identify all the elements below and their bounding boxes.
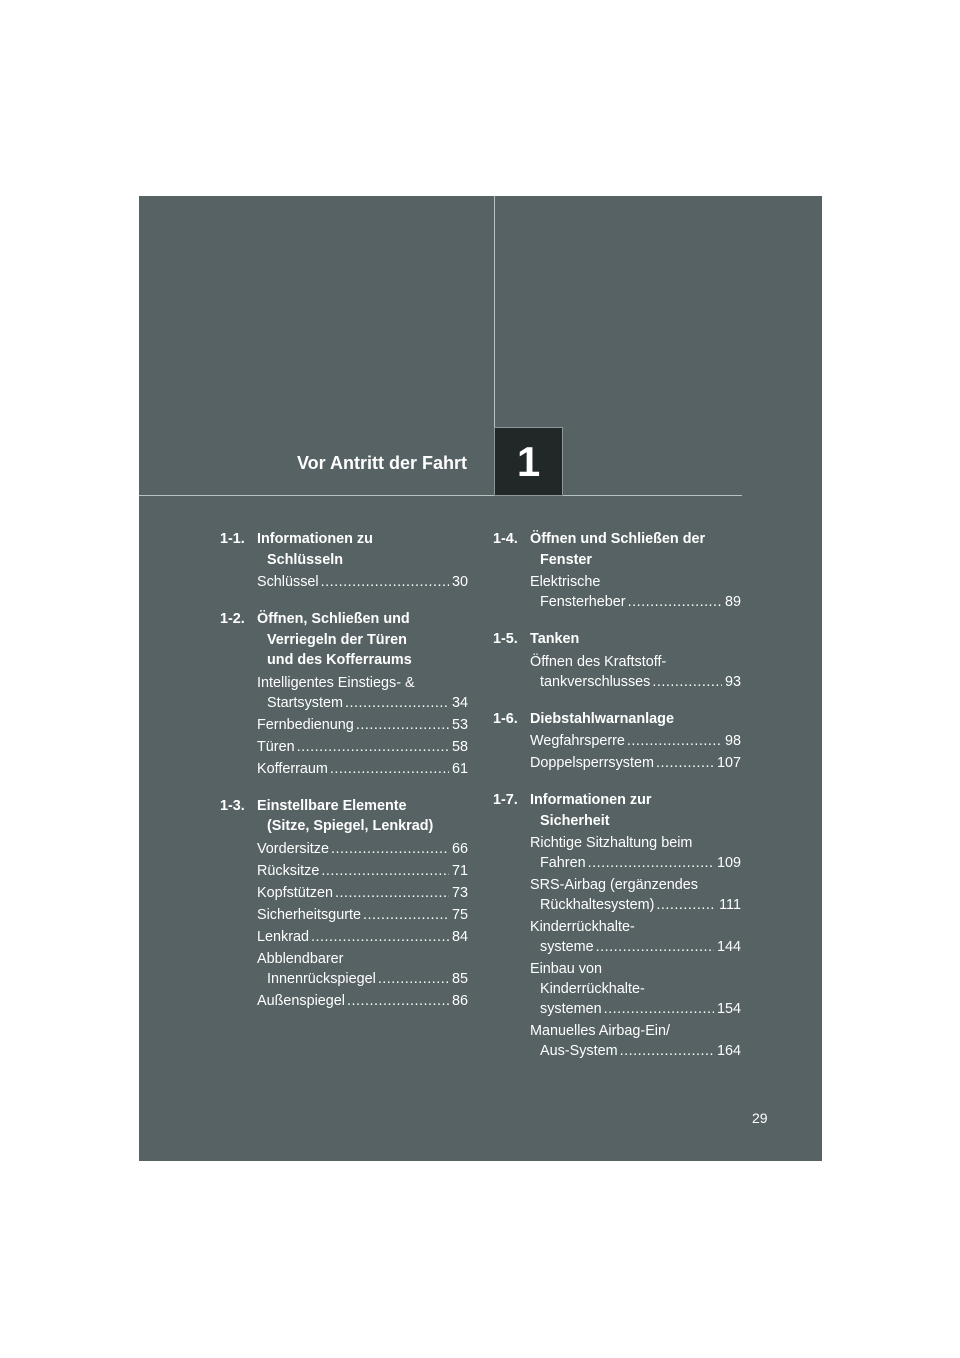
toc-entry-line bbox=[257, 969, 468, 989]
toc-entry-text: Aus-System bbox=[540, 1043, 618, 1059]
toc-entry[interactable] bbox=[530, 753, 741, 773]
toc-entry-line bbox=[530, 937, 741, 957]
toc-entry[interactable] bbox=[257, 673, 468, 713]
toc-entry-text: Kinderrückhalte- bbox=[540, 981, 645, 997]
toc-page-number: 107 bbox=[716, 755, 741, 771]
section-title-line: Einstellbare Elemente bbox=[257, 797, 407, 814]
toc-page-number: 34 bbox=[451, 694, 468, 711]
section-entries bbox=[530, 833, 741, 1061]
toc-entry-line bbox=[257, 991, 468, 1011]
toc-page-number: 164 bbox=[716, 1043, 741, 1059]
dot-leader bbox=[347, 991, 449, 1011]
toc-entry-line bbox=[257, 927, 468, 947]
section-title bbox=[530, 709, 741, 730]
section-heading bbox=[220, 796, 468, 837]
dot-leader bbox=[363, 905, 449, 925]
toc-entry-line bbox=[530, 592, 741, 612]
toc-entry-line bbox=[530, 753, 741, 773]
toc-entry-text: Abblendbarer bbox=[257, 950, 344, 967]
section-number: 1-7. bbox=[493, 792, 518, 808]
toc-entry-line bbox=[257, 861, 468, 881]
toc-entry-text: Vordersitze bbox=[257, 840, 329, 857]
toc-left-column bbox=[220, 529, 468, 1028]
toc-entry[interactable] bbox=[257, 737, 468, 757]
dot-leader bbox=[588, 853, 714, 873]
section-title-line: Informationen zur bbox=[530, 792, 652, 808]
toc-page-number: 66 bbox=[451, 840, 468, 857]
toc-page-number: 144 bbox=[716, 939, 741, 955]
section-title-line: und des Kofferraums bbox=[267, 652, 412, 668]
section-title bbox=[257, 529, 468, 570]
toc-page-number: 84 bbox=[451, 928, 468, 945]
section-entries bbox=[257, 673, 468, 779]
toc-entry-text: Fernbedienung bbox=[257, 716, 354, 733]
section-title-line: Verriegeln der Türen bbox=[267, 631, 407, 648]
section-entries bbox=[257, 572, 468, 592]
section-title-line: Sicherheit bbox=[540, 812, 610, 829]
section-heading bbox=[493, 629, 741, 650]
dot-leader bbox=[356, 715, 449, 735]
toc-page-number: 73 bbox=[451, 884, 468, 901]
toc-section bbox=[220, 529, 468, 592]
dot-leader bbox=[627, 731, 722, 751]
toc-entry-line bbox=[257, 759, 468, 779]
section-title bbox=[530, 790, 741, 831]
section-title-line: Öffnen und Schließen der bbox=[530, 531, 706, 547]
toc-page-number: 30 bbox=[451, 574, 468, 590]
toc-entry[interactable] bbox=[257, 991, 468, 1011]
dot-leader bbox=[311, 927, 449, 947]
section-entries bbox=[530, 731, 741, 773]
dot-leader bbox=[596, 937, 714, 957]
toc-entry-text: Fensterheber bbox=[540, 594, 626, 610]
chapter-title: Vor Antritt der Fahrt bbox=[297, 453, 467, 473]
toc-entry-line bbox=[257, 715, 468, 735]
dot-leader bbox=[604, 999, 714, 1019]
toc-entry-text: Schlüssel bbox=[257, 574, 319, 590]
toc-section bbox=[493, 709, 741, 774]
toc-entry[interactable] bbox=[530, 959, 741, 1019]
toc-section bbox=[493, 790, 741, 1061]
toc-entry-line bbox=[257, 572, 468, 592]
dot-leader bbox=[345, 693, 449, 713]
toc-entry-text: systeme bbox=[540, 939, 594, 955]
section-entries bbox=[257, 839, 468, 1011]
toc-entry-text: Elektrische bbox=[530, 574, 601, 590]
toc-entry[interactable] bbox=[257, 715, 468, 735]
section-title bbox=[530, 529, 741, 570]
toc-entry-text: Einbau von bbox=[530, 961, 603, 977]
chapter-number-box: 1 bbox=[494, 427, 563, 496]
section-title-line: (Sitze, Spiegel, Lenkrad) bbox=[267, 818, 434, 834]
dot-leader bbox=[297, 737, 449, 757]
toc-entry[interactable] bbox=[530, 1021, 741, 1061]
section-title-line: Tanken bbox=[530, 631, 580, 647]
toc-entry-line bbox=[257, 693, 468, 713]
toc-entry-text: SRS-Airbag (ergänzendes bbox=[530, 877, 698, 893]
toc-page-number: 75 bbox=[451, 906, 468, 923]
dot-leader bbox=[628, 592, 722, 612]
toc-right-column bbox=[493, 529, 741, 1078]
toc-entry-text: Rücksitze bbox=[257, 862, 320, 879]
section-title-line: Informationen zu bbox=[257, 531, 373, 547]
toc-entry-text: tankverschlusses bbox=[540, 673, 651, 690]
toc-page-number: 111 bbox=[719, 897, 741, 913]
dot-leader bbox=[321, 861, 449, 881]
toc-page-number: 109 bbox=[716, 855, 741, 871]
toc-page-number: 71 bbox=[451, 862, 468, 879]
toc-entry[interactable] bbox=[530, 917, 741, 957]
toc-entry-text: Fahren bbox=[540, 855, 586, 871]
section-heading bbox=[493, 709, 741, 730]
horizontal-divider bbox=[139, 495, 742, 496]
toc-page-number: 61 bbox=[451, 760, 468, 777]
toc-entry[interactable] bbox=[257, 927, 468, 947]
toc-page-number: 89 bbox=[724, 594, 741, 610]
toc-entry[interactable] bbox=[257, 759, 468, 779]
dot-leader bbox=[656, 753, 714, 773]
toc-entry-text: Intelligentes Einstiegs- & bbox=[257, 674, 415, 691]
section-number: 1-6. bbox=[493, 710, 518, 727]
section-title-line: Schlüsseln bbox=[267, 551, 343, 568]
dot-leader bbox=[331, 839, 449, 859]
toc-entry-line bbox=[530, 853, 741, 873]
toc-entry[interactable] bbox=[530, 875, 741, 915]
dot-leader bbox=[652, 672, 722, 692]
section-title-line: Diebstahlwarnanlage bbox=[530, 710, 674, 727]
section-entries bbox=[530, 652, 741, 692]
toc-entry-text: Innenrückspiegel bbox=[267, 970, 376, 987]
toc-section bbox=[493, 629, 741, 692]
toc-entry-line bbox=[530, 672, 741, 692]
toc-entry-text: Doppelsperrsystem bbox=[530, 755, 654, 771]
toc-entry-text: Kofferraum bbox=[257, 760, 328, 777]
section-heading bbox=[220, 529, 468, 570]
toc-entry[interactable] bbox=[530, 652, 741, 692]
section-title-line: Öffnen, Schließen und bbox=[257, 611, 410, 627]
toc-entry[interactable] bbox=[530, 572, 741, 612]
toc-entry-text: Rückhaltesystem) bbox=[540, 897, 655, 913]
toc-section bbox=[493, 529, 741, 612]
toc-entry-text: Manuelles Airbag-Ein/ bbox=[530, 1023, 670, 1039]
dot-leader bbox=[620, 1041, 714, 1061]
section-title bbox=[257, 609, 468, 671]
section-heading bbox=[493, 790, 741, 831]
dot-leader bbox=[330, 759, 449, 779]
section-title bbox=[530, 629, 741, 650]
section-number: 1-2. bbox=[220, 611, 245, 627]
section-number: 1-4. bbox=[493, 531, 518, 547]
toc-page-number: 86 bbox=[451, 992, 468, 1009]
section-number: 1-3. bbox=[220, 797, 245, 814]
dot-leader bbox=[335, 883, 449, 903]
toc-page-number: 53 bbox=[451, 716, 468, 733]
section-title-line: Fenster bbox=[540, 551, 592, 568]
toc-entry[interactable] bbox=[257, 883, 468, 903]
toc-entry-text: Kopfstützen bbox=[257, 884, 334, 901]
toc-entry-text: Öffnen des Kraftstoff- bbox=[530, 653, 667, 670]
dot-leader bbox=[378, 969, 449, 989]
section-number: 1-1. bbox=[220, 531, 245, 547]
toc-section bbox=[220, 796, 468, 1011]
toc-entry-text: Richtige Sitzhaltung beim bbox=[530, 835, 693, 851]
toc-entry[interactable] bbox=[257, 839, 468, 859]
section-title bbox=[257, 796, 468, 837]
section-heading bbox=[220, 609, 468, 671]
toc-entry-line bbox=[530, 731, 741, 751]
toc-entry-text: Kinderrückhalte- bbox=[530, 919, 635, 935]
toc-entry-line bbox=[530, 1041, 741, 1061]
toc-entry-line bbox=[530, 999, 741, 1019]
page-number: 29 bbox=[752, 1110, 768, 1126]
toc-entry-line bbox=[257, 905, 468, 925]
toc-entry-text: Wegfahrsperre bbox=[530, 733, 625, 749]
toc-entry[interactable] bbox=[257, 905, 468, 925]
toc-page-number: 85 bbox=[451, 970, 468, 987]
toc-page-number: 93 bbox=[724, 673, 741, 690]
toc-section bbox=[220, 609, 468, 779]
toc-page-number: 154 bbox=[716, 1001, 741, 1017]
toc-entry-text: systemen bbox=[540, 1001, 602, 1017]
toc-entry-text: Startsystem bbox=[267, 694, 343, 711]
toc-entry-line bbox=[257, 839, 468, 859]
dot-leader bbox=[321, 572, 449, 592]
toc-entry-line bbox=[257, 737, 468, 757]
toc-entry-text: Türen bbox=[257, 738, 295, 755]
section-number: 1-5. bbox=[493, 631, 518, 647]
toc-entry-line bbox=[530, 895, 741, 915]
section-heading bbox=[493, 529, 741, 570]
section-entries bbox=[530, 572, 741, 612]
toc-entry-line bbox=[257, 883, 468, 903]
toc-page-number: 58 bbox=[451, 738, 468, 755]
toc-entry-text: Sicherheitsgurte bbox=[257, 906, 361, 923]
toc-entry[interactable] bbox=[257, 572, 468, 592]
toc-entry[interactable] bbox=[257, 861, 468, 881]
dot-leader bbox=[656, 895, 716, 915]
toc-entry[interactable] bbox=[530, 833, 741, 873]
toc-entry-text: Außenspiegel bbox=[257, 992, 346, 1009]
toc-entry-text: Lenkrad bbox=[257, 928, 310, 945]
toc-entry[interactable] bbox=[530, 731, 741, 751]
toc-entry[interactable] bbox=[257, 949, 468, 989]
toc-page-number: 98 bbox=[724, 733, 741, 749]
